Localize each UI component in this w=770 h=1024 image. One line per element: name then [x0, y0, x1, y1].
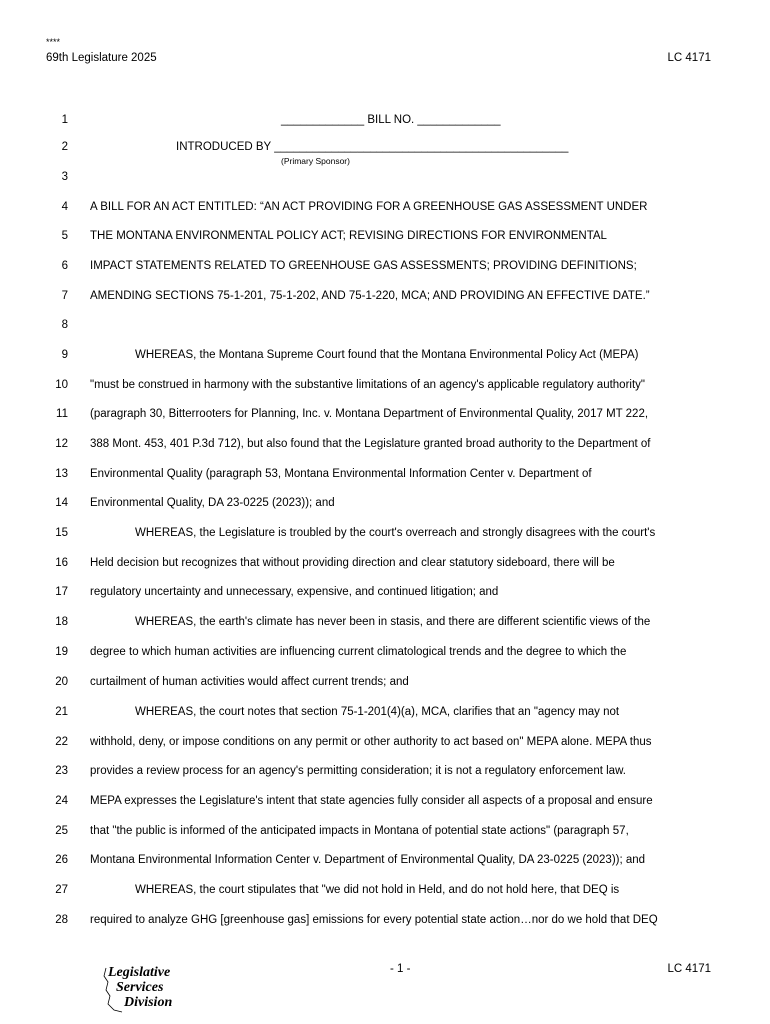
line-number: 11: [56, 408, 68, 420]
line-number: 4: [61, 201, 68, 213]
bill-text-line: withhold, deny, or impose conditions on any permit or other authority to act based on" MEPA alone. MEPA thus: [90, 736, 652, 748]
line-number: 5: [61, 230, 68, 242]
bill-text-line: Montana Environmental Information Center v. Department of Environmental Quality, DA 23-0225 (2023)); and: [90, 854, 646, 866]
page-number: - 1 -: [390, 963, 411, 975]
line-number: 17: [55, 586, 68, 598]
line-number: 9: [61, 349, 68, 361]
header-stars: ****: [46, 37, 61, 47]
line-number: 24: [55, 795, 68, 807]
line-number: 6: [61, 260, 68, 272]
bill-text-line: required to analyze GHG [greenhouse gas] emissions for every potential state action…nor do we hold that DEQ: [90, 914, 658, 926]
bill-text-line: WHEREAS, the earth's climate has never been in stasis, and there are different scientific views of the: [135, 616, 651, 628]
bill-text-line: "must be construed in harmony with the substantive limitations of an agency's applicable regulatory authority": [90, 379, 645, 391]
bill-text-line: that "the public is informed of the anticipated impacts in Montana of potential state actions" (paragraph 57,: [90, 825, 629, 837]
bill-text-line: Environmental Quality, DA 23-0225 (2023)); and: [90, 497, 335, 509]
bill-text-line: THE MONTANA ENVIRONMENTAL POLICY ACT; REVISING DIRECTIONS FOR ENVIRONMENTAL: [90, 230, 607, 242]
line-number: 14: [55, 497, 68, 509]
line-number: 28: [55, 914, 68, 926]
line-number: 1: [61, 114, 68, 126]
line-number: 16: [55, 557, 68, 569]
introduced-by-line: INTRODUCED BY ______________________________________________: [176, 141, 569, 153]
line-number: 8: [61, 319, 68, 331]
header-lc-number: LC 4171: [667, 52, 711, 64]
line-number: 21: [55, 706, 68, 718]
line-number: 2: [61, 141, 68, 153]
bill-text-line: degree to which human activities are influencing current climatological trends and the degree to which the: [90, 646, 627, 658]
line-number: 19: [55, 646, 68, 658]
bill-text-line: Environmental Quality (paragraph 53, Montana Environmental Information Center v. Department of: [90, 468, 592, 480]
bill-text-line: WHEREAS, the Legislature is troubled by the court's overreach and strongly disagrees with the court's: [135, 527, 656, 539]
line-number: 18: [55, 616, 68, 628]
line-number: 15: [55, 527, 68, 539]
logo-text-line: Legislative: [108, 965, 171, 980]
line-number: 27: [55, 884, 68, 896]
bill-text-line: WHEREAS, the Montana Supreme Court found that the Montana Environmental Policy Act (MEPA): [135, 349, 639, 361]
bill-text-line: WHEREAS, the court stipulates that "we did not hold in Held, and do not hold here, that DEQ is: [135, 884, 620, 896]
line-number: 22: [55, 736, 68, 748]
footer-lc-number: LC 4171: [667, 963, 711, 975]
line-number: 7: [61, 290, 68, 302]
bill-text-line: IMPACT STATEMENTS RELATED TO GREENHOUSE GAS ASSESSMENTS; PROVIDING DEFINITIONS;: [90, 260, 637, 272]
logo-text-line: Services: [116, 980, 164, 995]
logo-text-line: Division: [124, 995, 173, 1010]
line-number: 3: [61, 171, 68, 183]
line-number: 12: [55, 438, 68, 450]
bill-number-line: _____________ BILL NO. _____________: [281, 114, 501, 126]
line-number: 23: [55, 765, 68, 777]
bill-text-line: Held decision but recognizes that without providing direction and clear statutory sideboard, there will be: [90, 557, 615, 569]
bill-text-line: A BILL FOR AN ACT ENTITLED: “AN ACT PROVIDING FOR A GREENHOUSE GAS ASSESSMENT UNDER: [90, 201, 648, 213]
line-number: 25: [55, 825, 68, 837]
primary-sponsor-label: (Primary Sponsor): [281, 156, 350, 166]
bill-text-line: (paragraph 30, Bitterrooters for Planning, Inc. v. Montana Department of Environmental Quality, 2017 MT 222,: [90, 408, 649, 420]
bill-text-line: AMENDING SECTIONS 75-1-201, 75-1-202, AND 75-1-220, MCA; AND PROVIDING AN EFFECTIVE DATE.”: [90, 290, 650, 302]
legislative-services-logo: [100, 964, 190, 1016]
line-number: 20: [55, 676, 68, 688]
bill-text-line: regulatory uncertainty and unnecessary, expensive, and continued litigation; and: [90, 586, 499, 598]
header-session: 69th Legislature 2025: [46, 52, 157, 64]
bill-text-line: 388 Mont. 453, 401 P.3d 712), but also found that the Legislature granted broad authority to the Department of: [90, 438, 651, 450]
bill-text-line: WHEREAS, the court notes that section 75-1-201(4)(a), MCA, clarifies that an "agency may not: [135, 706, 620, 718]
line-number: 13: [55, 468, 68, 480]
bill-text-line: curtailment of human activities would affect current trends; and: [90, 676, 409, 688]
bill-text-line: provides a review process for an agency's permitting consideration; it is not a regulatory enforcement law.: [90, 765, 626, 777]
line-number: 10: [55, 379, 68, 391]
line-number: 26: [55, 854, 68, 866]
bill-text-line: MEPA expresses the Legislature's intent that state agencies fully consider all aspects of a proposal and ensure: [90, 795, 653, 807]
